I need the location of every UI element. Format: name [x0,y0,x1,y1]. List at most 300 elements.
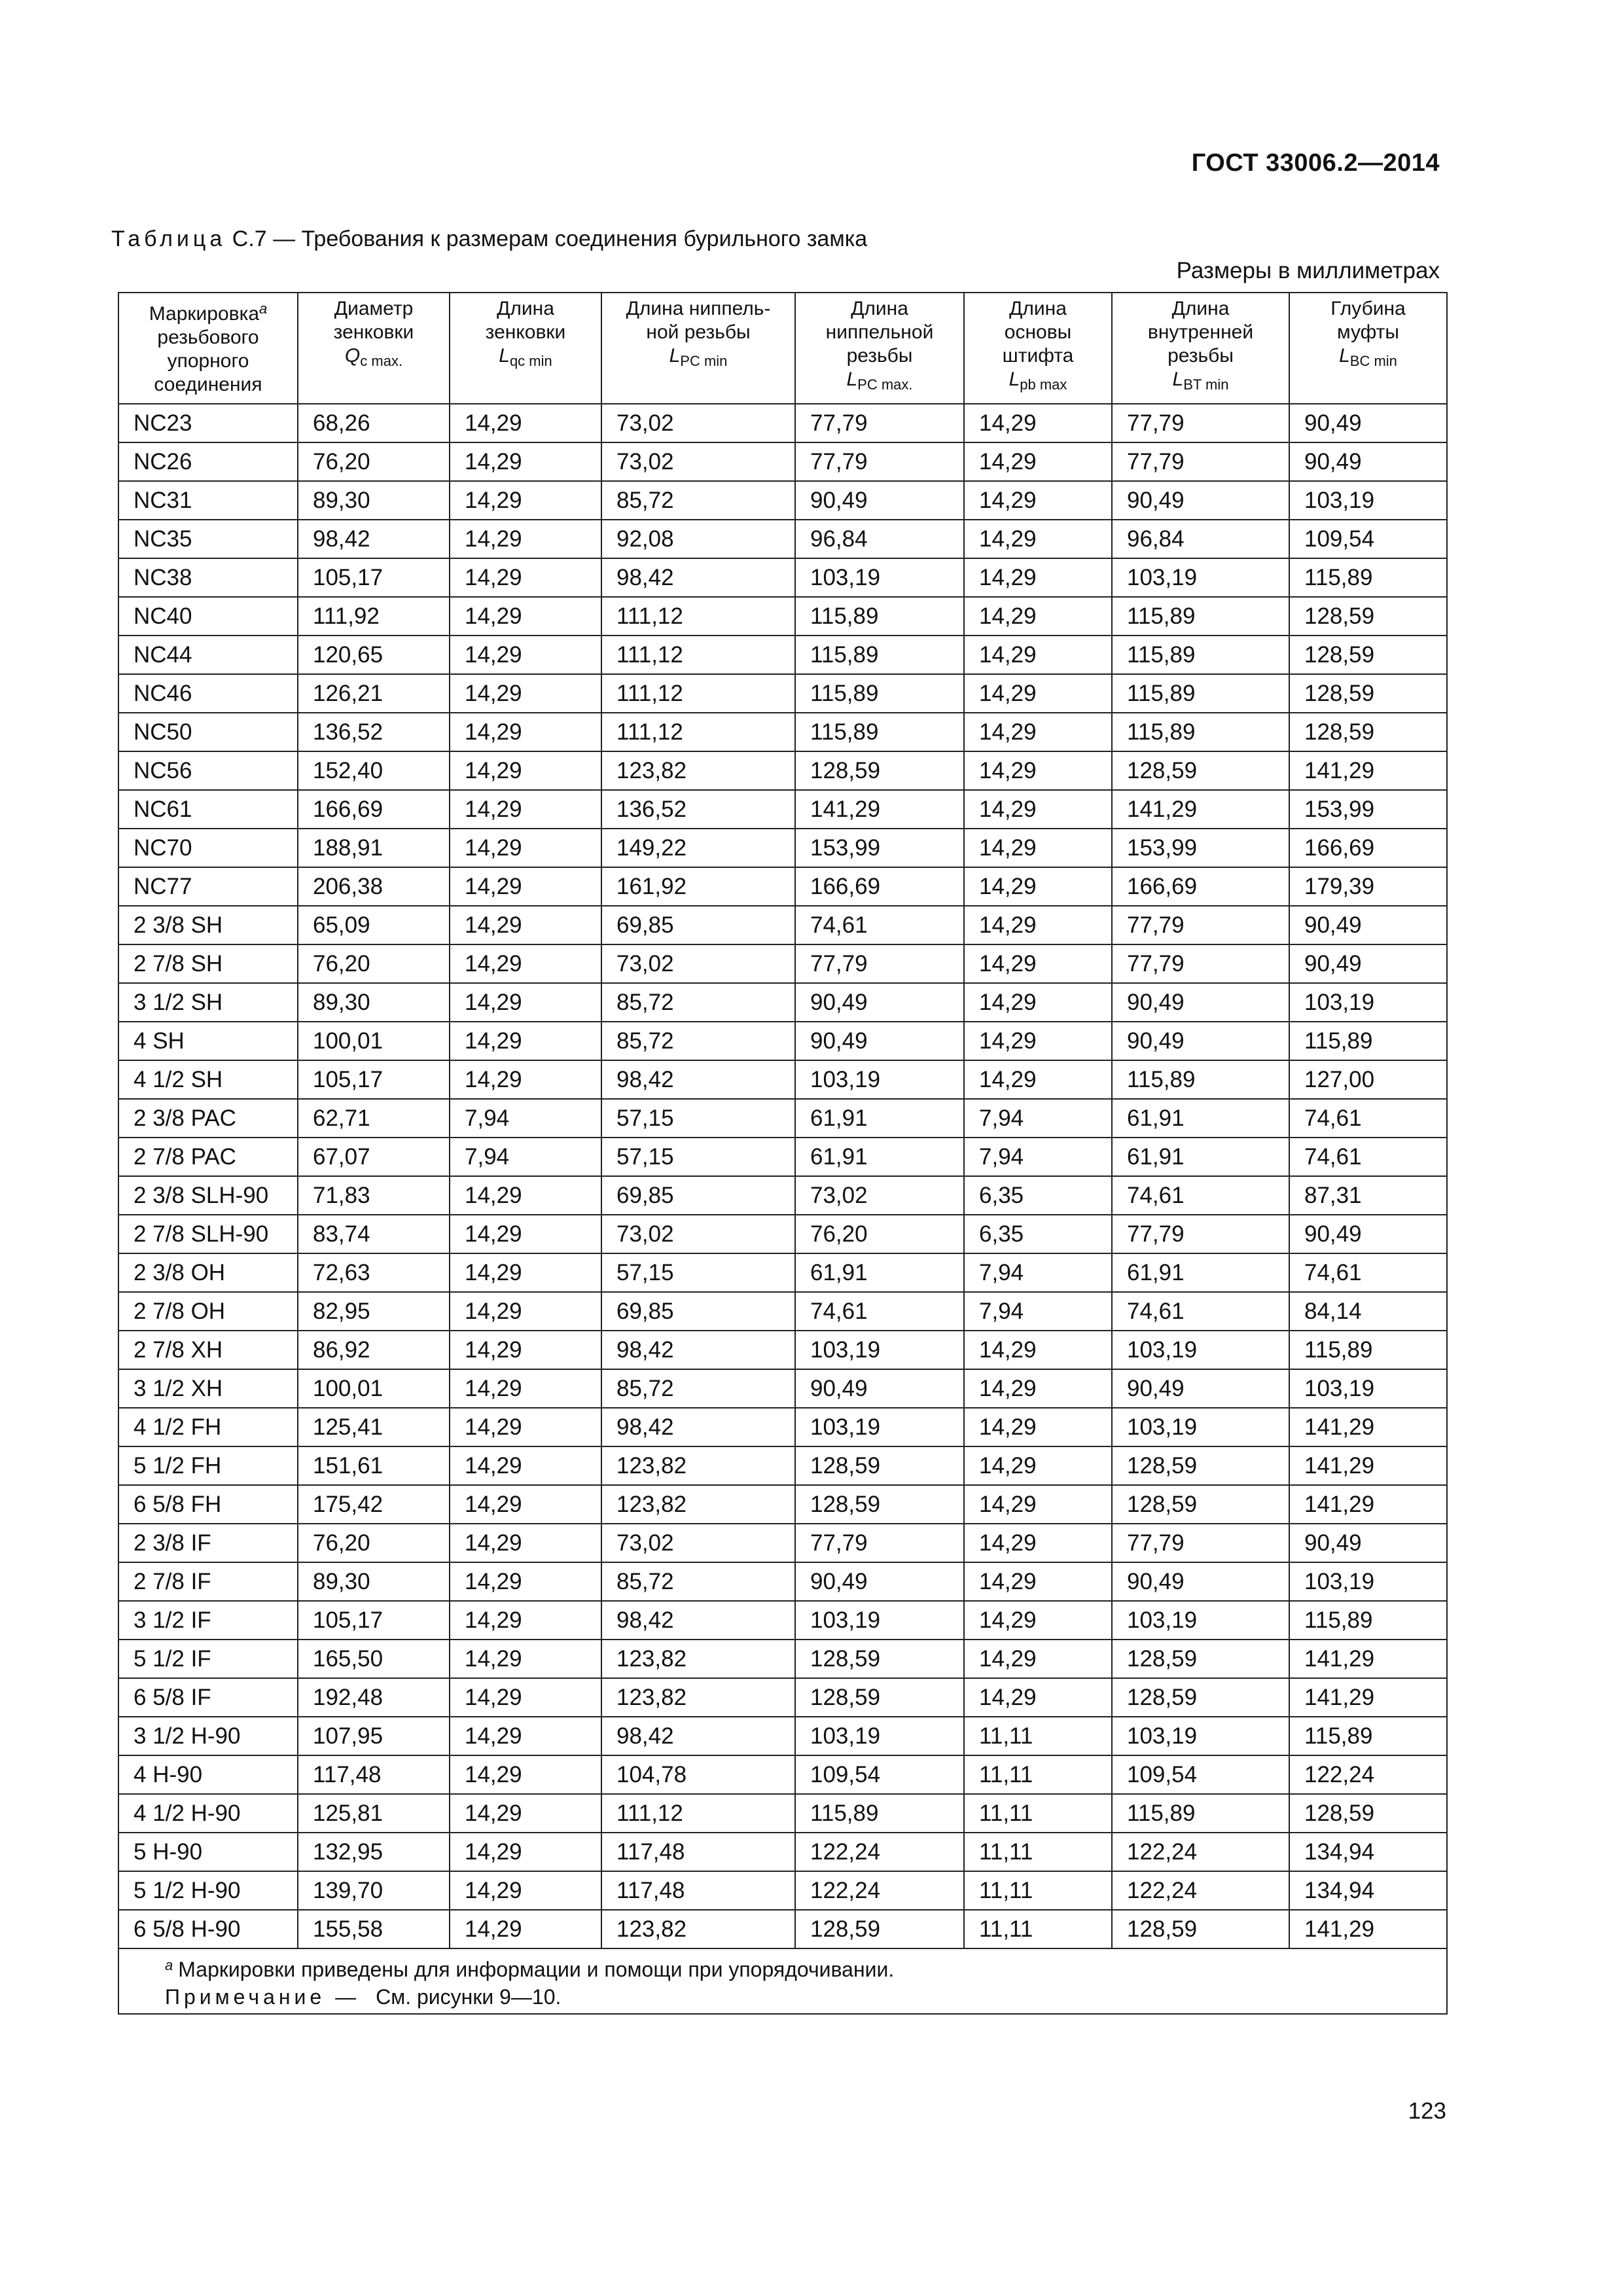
dimension-cell: 123,82 [601,1678,795,1717]
dimension-cell: 98,42 [601,1060,795,1099]
dimension-cell: 7,94 [450,1138,601,1176]
connection-designation-cell: 2 3/8 SLH-90 [118,1176,298,1215]
table-body [118,404,1447,1948]
connection-designation-cell: 4 SH [118,1022,298,1060]
dimension-cell: 115,89 [1112,597,1289,636]
column-symbol [298,344,449,373]
table-row [118,1292,1447,1331]
footnote-text: Маркировки приведены для информации и помощи при упорядочивании. [178,1958,895,1981]
connection-designation-cell: 6 5/8 IF [118,1678,298,1717]
dimension-cell: 90,49 [1112,1022,1289,1060]
table-row [118,1678,1447,1717]
dimension-cell: 61,91 [1112,1253,1289,1292]
dimension-cell: 115,89 [1112,713,1289,751]
dimension-cell: 128,59 [1289,1794,1447,1833]
connection-designation-cell: NC44 [118,636,298,674]
table-row [118,1485,1447,1524]
dimension-cell: 90,49 [795,1369,964,1408]
dimension-cell: 90,49 [1289,944,1447,983]
dimension-cell: 11,11 [964,1871,1112,1910]
dimension-cell: 122,24 [1112,1871,1289,1910]
dimension-cell: 125,41 [298,1408,450,1446]
connection-designation-cell: 2 7/8 SLH-90 [118,1215,298,1253]
column-header [118,293,298,404]
dimension-cell: 149,22 [601,829,795,867]
dimension-cell: 89,30 [298,1562,450,1601]
column-symbol-subscript: qc min [509,353,552,369]
dimension-cell: 14,29 [450,983,601,1022]
table-caption-text: С.7 — Требования к размерам соединения бурильного замка [226,226,868,251]
dimension-cell: 98,42 [601,1601,795,1640]
column-header-text: Маркировка [149,303,260,325]
dimension-cell: 109,54 [795,1755,964,1794]
connection-designation-cell: 3 1/2 SH [118,983,298,1022]
dimension-cell: 14,29 [450,636,601,674]
dimension-cell: 77,79 [1112,1215,1289,1253]
dimension-cell: 115,89 [795,636,964,674]
dimension-cell: 115,89 [795,713,964,751]
dimension-cell: 165,50 [298,1640,450,1678]
dimension-cell: 14,29 [450,558,601,597]
dimension-cell: 14,29 [450,829,601,867]
table-row [118,1717,1447,1755]
table-row [118,1562,1447,1601]
dimension-cell: 96,84 [795,520,964,558]
dimension-cell: 115,89 [1112,674,1289,713]
connection-designation-cell: NC38 [118,558,298,597]
dimension-cell: 14,29 [450,442,601,481]
dimension-cell: 115,89 [1289,558,1447,597]
column-header-line: резьбы [846,345,913,367]
dimension-cell: 115,89 [795,1794,964,1833]
dimension-cell: 14,29 [450,1022,601,1060]
dimension-cell: 14,29 [964,1446,1112,1485]
dimension-cell: 14,29 [964,1408,1112,1446]
dimension-cell: 14,29 [964,558,1112,597]
dimension-cell: 128,59 [1112,1678,1289,1717]
dimension-cell: 90,49 [1289,442,1447,481]
dimension-cell: 69,85 [601,906,795,944]
dimension-cell: 122,24 [1112,1833,1289,1871]
dimension-cell: 14,29 [450,1176,601,1215]
dimension-cell: 7,94 [964,1292,1112,1331]
dimension-cell: 14,29 [964,1678,1112,1717]
dimension-cell: 128,59 [795,1910,964,1948]
column-symbol-letter: L [846,368,858,390]
column-symbol-subscript: PC min [680,353,728,369]
dimension-cell: 85,72 [601,1562,795,1601]
dimension-cell: 153,99 [795,829,964,867]
dimension-cell: 141,29 [1289,1446,1447,1485]
connection-designation-cell: NC23 [118,404,298,442]
dimension-cell: 90,49 [795,983,964,1022]
dimension-cell: 14,29 [450,1678,601,1717]
dimension-cell: 105,17 [298,1060,450,1099]
dimension-cell: 7,94 [964,1099,1112,1138]
table-row [118,790,1447,829]
dimension-cell: 128,59 [795,751,964,790]
dimension-cell: 72,63 [298,1253,450,1292]
dimension-cell: 111,12 [601,713,795,751]
column-header [795,293,964,404]
table-note [165,1983,1446,2011]
dimension-cell: 14,29 [450,1331,601,1369]
dimension-cell: 105,17 [298,558,450,597]
dimension-cell: 69,85 [601,1292,795,1331]
connection-designation-cell: 4 1/2 SH [118,1060,298,1099]
connection-designation-cell: 2 3/8 SH [118,906,298,944]
dimension-cell: 61,91 [1112,1138,1289,1176]
dimension-cell: 85,72 [601,481,795,520]
connection-designation-cell: 5 1/2 H-90 [118,1871,298,1910]
dimension-cell: 153,99 [1112,829,1289,867]
connection-designation-cell: 3 1/2 XH [118,1369,298,1408]
dimension-cell: 11,11 [964,1794,1112,1833]
dimension-cell: 14,29 [450,867,601,906]
dimension-cell: 14,29 [450,1717,601,1755]
connection-designation-cell: 2 7/8 IF [118,1562,298,1601]
dimension-cell: 77,79 [1112,906,1289,944]
dimension-cell: 128,59 [1289,597,1447,636]
dimension-cell: 77,79 [795,404,964,442]
dimension-cell: 125,81 [298,1794,450,1833]
connection-designation-cell: 2 7/8 OH [118,1292,298,1331]
column-header-line: соединения [154,374,262,395]
dimension-cell: 14,29 [450,520,601,558]
table-row [118,597,1447,636]
dimension-cell: 14,29 [450,1601,601,1640]
column-header-line: Длина [1171,298,1230,319]
table-row [118,520,1447,558]
column-symbol-letter: L [499,345,510,367]
dimension-cell: 83,74 [298,1215,450,1253]
column-symbol-subscript: c max. [360,353,403,369]
dimension-cell: 14,29 [450,944,601,983]
dimension-cell: 14,29 [450,1794,601,1833]
column-header-line: основы [1004,321,1072,343]
dimension-cell: 14,29 [450,404,601,442]
dimension-cell: 71,83 [298,1176,450,1215]
dimension-cell: 109,54 [1289,520,1447,558]
dimension-cell: 141,29 [1112,790,1289,829]
table-row [118,1176,1447,1215]
dimension-cell: 123,82 [601,1446,795,1485]
table-row [118,1099,1447,1138]
table-row [118,1022,1447,1060]
dimension-cell: 6,35 [964,1215,1112,1253]
dimension-cell: 89,30 [298,983,450,1022]
table-row [118,1755,1447,1794]
column-header-line: упорного [167,350,249,372]
dimension-cell: 14,29 [450,1524,601,1562]
dimension-cell: 120,65 [298,636,450,674]
connection-designation-cell: NC40 [118,597,298,636]
connection-designation-cell: 2 7/8 SH [118,944,298,983]
dimension-cell: 61,91 [795,1253,964,1292]
dimension-cell: 103,19 [1112,1331,1289,1369]
dimension-cell: 111,12 [601,636,795,674]
dimension-cell: 96,84 [1112,520,1289,558]
dimension-cell: 152,40 [298,751,450,790]
dimension-cell: 166,69 [795,867,964,906]
dimension-cell: 115,89 [1289,1601,1447,1640]
connection-designation-cell: 5 1/2 FH [118,1446,298,1485]
dimension-cell: 128,59 [1289,713,1447,751]
dimension-cell: 76,20 [795,1215,964,1253]
dimension-cell: 14,29 [450,1562,601,1601]
dimension-cell: 115,89 [1112,1060,1289,1099]
column-header-line: внутренней [1147,321,1254,343]
connection-designation-cell: 4 H-90 [118,1755,298,1794]
dimension-cell: 98,42 [298,520,450,558]
dimension-cell: 123,82 [601,1485,795,1524]
dimension-cell: 77,79 [1112,404,1289,442]
dimension-cell: 14,29 [964,636,1112,674]
dimension-cell: 14,29 [450,1408,601,1446]
column-header [601,293,795,404]
dimension-cell: 74,61 [1112,1292,1289,1331]
connection-designation-cell: NC31 [118,481,298,520]
table-row [118,751,1447,790]
table-row [118,1910,1447,1948]
column-header [964,293,1112,404]
dimension-cell: 57,15 [601,1138,795,1176]
dimension-cell: 103,19 [1289,1562,1447,1601]
dimension-cell: 85,72 [601,983,795,1022]
dimension-cell: 14,29 [964,906,1112,944]
dimension-cell: 123,82 [601,1910,795,1948]
dimension-cell: 14,29 [964,1369,1112,1408]
column-header-line: зенковки [485,321,566,343]
dimension-cell: 92,08 [601,520,795,558]
dimension-cell: 74,61 [795,1292,964,1331]
dimension-cell: 73,02 [601,944,795,983]
column-header-line: Длина [1009,298,1067,319]
dimension-cell: 166,69 [298,790,450,829]
dimension-cell: 117,48 [298,1755,450,1794]
column-symbol-letter: L [1339,345,1350,367]
connection-designation-cell: 4 1/2 FH [118,1408,298,1446]
dimension-cell: 74,61 [1289,1138,1447,1176]
table-row [118,1601,1447,1640]
table-row [118,1060,1447,1099]
table-row [118,983,1447,1022]
table-row [118,713,1447,751]
dimension-cell: 98,42 [601,1408,795,1446]
column-header-line: Длина [851,298,908,319]
dimension-cell: 141,29 [1289,1408,1447,1446]
dimension-cell: 111,92 [298,597,450,636]
dimension-cell: 57,15 [601,1099,795,1138]
dimension-cell: 14,29 [450,1755,601,1794]
dimension-cell: 179,39 [1289,867,1447,906]
dimension-cell: 139,70 [298,1871,450,1910]
dimension-cell: 90,49 [1289,1524,1447,1562]
dimension-cell: 98,42 [601,1717,795,1755]
dimension-cell: 123,82 [601,751,795,790]
dimension-cell: 73,02 [601,1524,795,1562]
dimension-cell: 77,79 [1112,442,1289,481]
table-row [118,442,1447,481]
dimension-cell: 128,59 [1289,674,1447,713]
table-row [118,1871,1447,1910]
table-row [118,1794,1447,1833]
dimension-cell: 117,48 [601,1833,795,1871]
dimension-cell: 14,29 [964,751,1112,790]
dimension-cell: 98,42 [601,558,795,597]
table-row [118,1833,1447,1871]
dimension-cell: 141,29 [1289,751,1447,790]
dimension-cell: 128,59 [795,1446,964,1485]
dimension-cell: 77,79 [1112,1524,1289,1562]
connection-designation-cell: 2 3/8 PAC [118,1099,298,1138]
dimension-cell: 76,20 [298,944,450,983]
dimension-cell: 69,85 [601,1176,795,1215]
connection-designation-cell: NC77 [118,867,298,906]
dimension-cell: 90,49 [1289,906,1447,944]
column-header-line: штифта [1002,345,1074,367]
column-header-line: Длина ниппель- [626,298,771,319]
column-symbol [1113,368,1289,397]
dimension-cell: 73,02 [795,1176,964,1215]
dimension-cell: 115,89 [795,674,964,713]
column-symbol-letter: L [669,345,681,367]
dimension-cell: 68,26 [298,404,450,442]
dimension-cell: 6,35 [964,1176,1112,1215]
dimension-cell: 98,42 [601,1331,795,1369]
dimension-cell: 14,29 [450,713,601,751]
dimension-cell: 128,59 [795,1678,964,1717]
dimension-cell: 161,92 [601,867,795,906]
table-row [118,1524,1447,1562]
dimension-cell: 122,24 [795,1871,964,1910]
column-header [1289,293,1447,404]
dimension-cell: 67,07 [298,1138,450,1176]
dimension-cell: 111,12 [601,1794,795,1833]
dimension-cell: 77,79 [795,1524,964,1562]
dimension-cell: 85,72 [601,1369,795,1408]
connection-designation-cell: NC50 [118,713,298,751]
footnote-ref-mark: a [259,300,268,317]
dimension-cell: 122,24 [1289,1755,1447,1794]
connection-designation-cell: NC56 [118,751,298,790]
dimension-cell: 115,89 [1112,636,1289,674]
connection-designation-cell: 3 1/2 IF [118,1601,298,1640]
dimension-cell: 115,89 [1112,1794,1289,1833]
table-footer [118,1948,1447,2014]
dimension-cell: 14,29 [450,674,601,713]
column-symbol-letter: L [1172,368,1184,390]
dimension-cell: 128,59 [1289,636,1447,674]
dimension-cell: 65,09 [298,906,450,944]
table-caption [111,226,867,252]
dimension-cell: 14,29 [964,790,1112,829]
dimension-cell: 107,95 [298,1717,450,1755]
dimension-cell: 128,59 [795,1485,964,1524]
dimension-cell: 103,19 [795,1601,964,1640]
column-header-line [119,297,297,326]
connection-designation-cell: 5 H-90 [118,1833,298,1871]
dimension-cell: 14,29 [450,790,601,829]
dimension-cell: 192,48 [298,1678,450,1717]
dimension-cell: 109,54 [1112,1755,1289,1794]
table-row [118,944,1447,983]
column-header-line: зенковки [333,321,414,343]
dimension-cell: 117,48 [601,1871,795,1910]
page-number: 123 [1408,2098,1446,2124]
dimension-cell: 76,20 [298,442,450,481]
dimension-cell: 134,94 [1289,1871,1447,1910]
dimension-cell: 7,94 [964,1253,1112,1292]
column-symbol [796,368,963,397]
dimension-cell: 14,29 [964,404,1112,442]
dimension-cell: 90,49 [1112,983,1289,1022]
column-symbol-subscript: PC max. [857,376,913,393]
standard-code: ГОСТ 33006.2—2014 [1191,149,1440,177]
column-header-line: резьбы [1168,345,1234,367]
table-row [118,1215,1447,1253]
column-header-line: ной резьбы [646,321,751,343]
dimension-cell: 141,29 [1289,1678,1447,1717]
dimension-cell: 153,99 [1289,790,1447,829]
dimension-cell: 14,29 [450,1833,601,1871]
connection-designation-cell: NC70 [118,829,298,867]
dimension-cell: 57,15 [601,1253,795,1292]
dimension-cell: 90,49 [1112,1369,1289,1408]
table-row [118,636,1447,674]
dimension-cell: 14,29 [964,481,1112,520]
dimension-cell: 128,59 [1112,1640,1289,1678]
dimension-cell: 76,20 [298,1524,450,1562]
dimension-cell: 82,95 [298,1292,450,1331]
column-header-line: ниппельной [825,321,934,343]
dimension-cell: 7,94 [964,1138,1112,1176]
dimension-cell: 14,29 [964,1022,1112,1060]
dimension-cell: 14,29 [450,1485,601,1524]
connection-designation-cell: NC61 [118,790,298,829]
dimension-cell: 14,29 [450,1060,601,1099]
dimension-cell: 115,89 [1289,1717,1447,1755]
dimension-cell: 141,29 [1289,1910,1447,1948]
column-symbol [1290,344,1446,373]
dimension-cell: 103,19 [795,1060,964,1099]
dimension-cell: 77,79 [795,442,964,481]
dimension-cell: 103,19 [1112,1408,1289,1446]
dimension-cell: 128,59 [1112,1910,1289,1948]
dimension-cell: 14,29 [964,713,1112,751]
dimension-cell: 62,71 [298,1099,450,1138]
column-header [450,293,601,404]
dimension-cell: 14,29 [964,1601,1112,1640]
table-row [118,1253,1447,1292]
column-header-line: Длина [497,298,554,319]
dimension-cell: 115,89 [1289,1022,1447,1060]
dimension-cell: 14,29 [450,1369,601,1408]
dimension-cell: 115,89 [1289,1331,1447,1369]
connection-designation-cell: 2 7/8 XH [118,1331,298,1369]
column-symbol-subscript: BT min [1183,376,1229,393]
dimension-cell: 14,29 [450,906,601,944]
column-header [1112,293,1289,404]
dimension-cell: 141,29 [795,790,964,829]
footnote-mark: a [165,1957,173,1973]
dimension-cell: 14,29 [450,1446,601,1485]
column-symbol-subscript: pb max [1020,376,1067,393]
dimension-cell: 90,49 [1289,404,1447,442]
connection-designation-cell: 2 3/8 IF [118,1524,298,1562]
dimension-cell: 77,79 [1112,944,1289,983]
dimension-cell: 206,38 [298,867,450,906]
